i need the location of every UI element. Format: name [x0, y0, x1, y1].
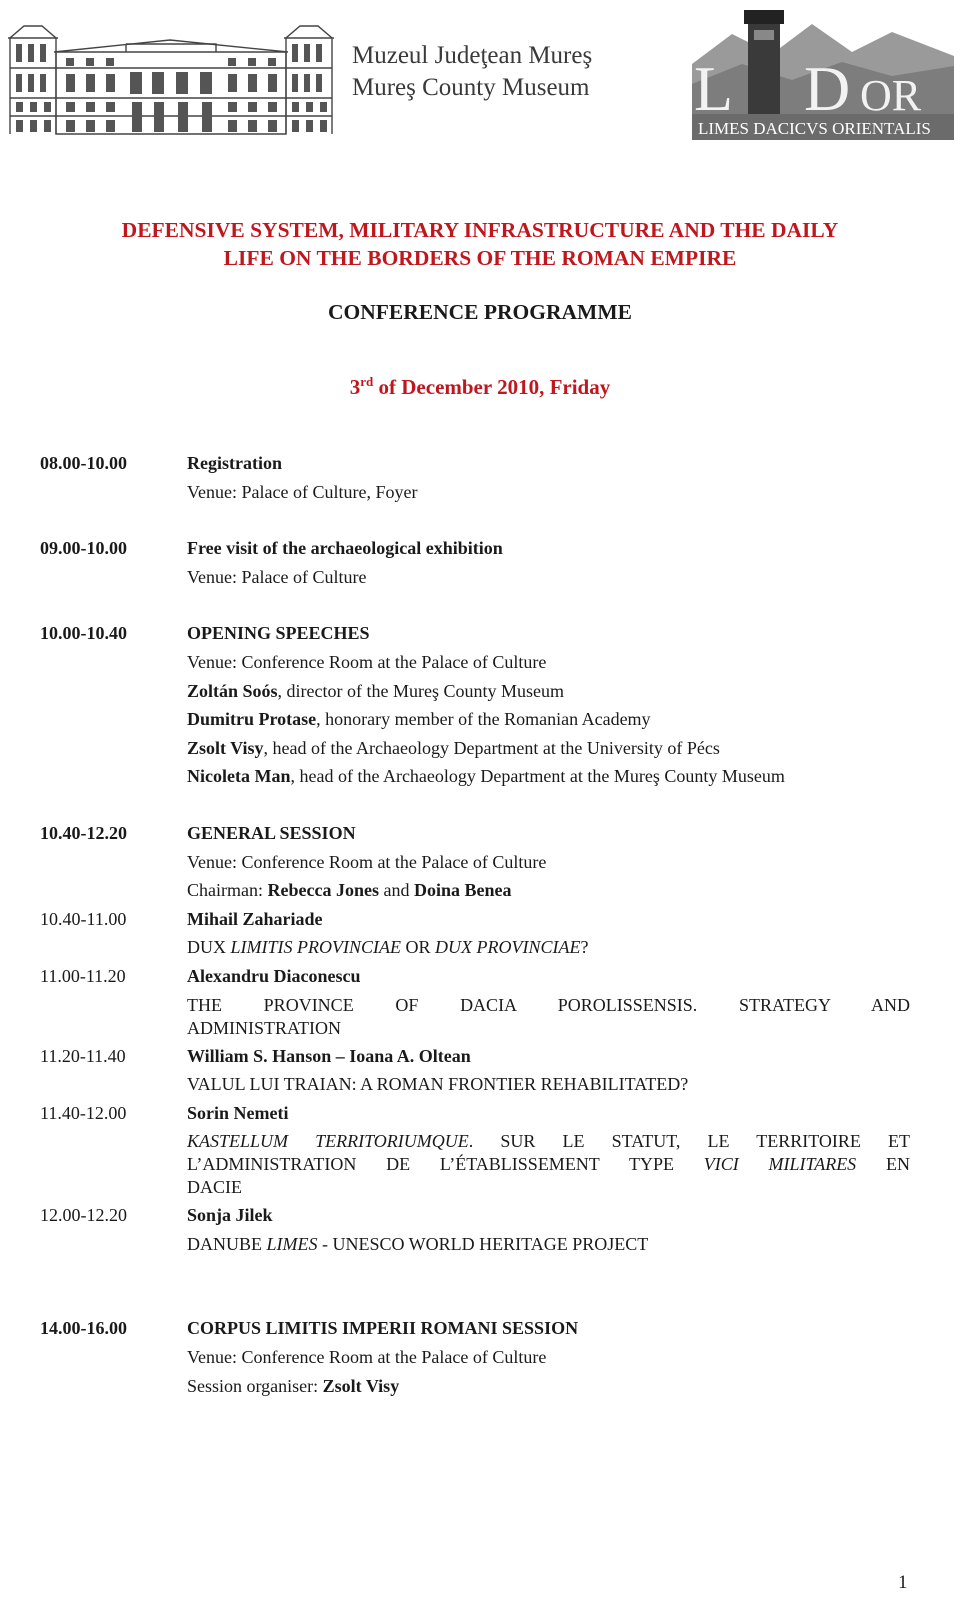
museum-name-english: Mureş County Museum — [352, 74, 590, 101]
museum-building-logo — [6, 4, 336, 136]
talk-speaker: Alexandru Diaconescu — [187, 965, 361, 986]
chairman-row — [40, 876, 910, 905]
item-title: CORPUS LIMITIS IMPERII ROMANI SESSION — [187, 1318, 579, 1339]
time-slot: 10.00-10.40 — [40, 623, 127, 644]
speaker-name: Nicoleta Man — [187, 766, 291, 787]
time-slot: 10.40-12.20 — [40, 822, 127, 843]
item-venue: Venue: Conference Room at the Palace of Culture — [187, 1347, 547, 1368]
item-venue: Venue: Conference Room at the Palace of Culture — [187, 851, 547, 872]
item-venue: Venue: Palace of Culture, Foyer — [187, 481, 418, 502]
schedule-item-opening — [40, 619, 910, 648]
page-header — [0, 0, 960, 150]
talk-speaker: William S. Hanson – Ioana A. Oltean — [187, 1045, 471, 1066]
time-slot: 12.00-12.20 — [40, 1205, 127, 1226]
talk-speaker: Sorin Nemeti — [187, 1102, 289, 1123]
speaker-row — [40, 705, 910, 734]
talk-title: THE PROVINCE OF DACIA POROLISSENSIS. STRATEGY AND ADMINISTRATION — [187, 994, 910, 1038]
talk-speaker: Sonja Jilek — [187, 1205, 273, 1226]
time-slot: 11.00-11.20 — [40, 965, 126, 986]
time-slot: 09.00-10.00 — [40, 538, 127, 559]
talk-title-row — [40, 933, 910, 962]
ldor-caption: LIMES DACICVS ORIENTALIS — [698, 119, 931, 138]
ldor-letters-dor: D — [804, 53, 851, 124]
item-venue: Venue: Palace of Culture — [187, 566, 367, 587]
speaker-role: , honorary member of the Romanian Academy — [316, 709, 651, 730]
talk-title: DUX LIMITIS PROVINCIAE OR DUX PROVINCIAE? — [187, 937, 589, 958]
item-title: OPENING SPEECHES — [187, 623, 370, 644]
date-suffix: rd — [360, 374, 374, 389]
talk-title: VALUL LUI TRAIAN: A ROMAN FRONTIER REHABILITATED? — [187, 1074, 689, 1095]
schedule-item-visit — [40, 534, 910, 563]
speaker-row — [40, 762, 910, 791]
talk-row — [40, 1201, 910, 1230]
speaker-role: , head of the Archaeology Department at the Mureş County Museum — [290, 766, 785, 787]
speaker-name: Dumitru Protase — [187, 709, 317, 730]
speaker-role: , director of the Mureş County Museum — [277, 680, 564, 701]
chairman-label: Chairman: — [187, 880, 268, 901]
speaker-name: Zsolt Visy — [187, 737, 264, 758]
talk-title-row — [40, 1127, 910, 1201]
talk-title-row — [40, 1230, 910, 1259]
date-rest: of December 2010, Friday — [373, 375, 611, 399]
museum-name — [352, 40, 592, 104]
ldor-letter-l: L — [694, 53, 734, 124]
talk-title: DANUBE LIMES - UNESCO WORLD HERITAGE PROJECT — [187, 1233, 649, 1254]
talk-row — [40, 1042, 910, 1071]
item-venue-row — [40, 648, 910, 677]
schedule-item-registration — [40, 449, 910, 478]
speaker-name: Zoltán Soós — [187, 680, 278, 701]
talk-title: KASTELLUM TERRITORIUMQUE. SUR LE STATUT, LE TERRITOIRE ET L’ADMINISTRATION DE L’ÉTABLISSEMENT TYPE VICI MILITARES EN DACIE — [187, 1131, 911, 1198]
talk-speaker: Mihail Zahariade — [187, 908, 323, 929]
organiser-row — [40, 1372, 910, 1401]
item-venue-row — [40, 478, 910, 507]
talk-title-row — [40, 991, 910, 1042]
conference-title — [0, 216, 960, 272]
item-title: GENERAL SESSION — [187, 822, 356, 843]
organiser-name: Zsolt Visy — [322, 1375, 400, 1396]
talk-row — [40, 905, 910, 934]
schedule-item-general-session — [40, 819, 910, 848]
speaker-row — [40, 677, 910, 706]
schedule-item-corpus-session — [40, 1314, 910, 1343]
ldor-logo — [692, 4, 954, 140]
chair-conjunction: and — [378, 880, 414, 901]
chair-name: Doina Benea — [413, 880, 512, 901]
conference-date — [0, 373, 960, 401]
time-slot: 08.00-10.00 — [40, 453, 127, 473]
page-number: 1 — [898, 1572, 908, 1593]
item-title: Registration — [187, 453, 282, 473]
conference-title-line-2: LIFE ON THE BORDERS OF THE ROMAN EMPIRE — [223, 246, 737, 270]
item-venue: Venue: Conference Room at the Palace of Culture — [187, 651, 547, 672]
organiser-label: Session organiser: — [187, 1375, 323, 1396]
time-slot: 11.40-12.00 — [40, 1102, 127, 1123]
time-slot: 10.40-11.00 — [40, 908, 127, 929]
date-day: 3 — [349, 375, 361, 399]
chair-name: Rebecca Jones — [267, 880, 379, 901]
ldor-letters-or: OR — [860, 71, 922, 120]
time-slot: 11.20-11.40 — [40, 1045, 126, 1066]
item-venue-row — [40, 848, 910, 877]
talk-row — [40, 1099, 910, 1128]
item-venue-row — [40, 1343, 910, 1372]
item-venue-row — [40, 563, 910, 592]
speaker-row — [40, 734, 910, 763]
conference-title-line-1: DEFENSIVE SYSTEM, MILITARY INFRASTRUCTURE AND THE DAILY — [121, 218, 839, 242]
item-title: Free visit of the archaeological exhibition — [187, 538, 503, 559]
programme-heading: CONFERENCE PROGRAMME — [328, 300, 632, 324]
talk-row — [40, 962, 910, 991]
museum-name-romanian: Muzeul Judeţean Mureş — [352, 42, 593, 69]
time-slot: 14.00-16.00 — [40, 1318, 127, 1339]
speaker-role: , head of the Archaeology Department at the University of Pécs — [263, 737, 720, 758]
programme-schedule — [40, 449, 910, 1400]
talk-title-row — [40, 1070, 910, 1099]
